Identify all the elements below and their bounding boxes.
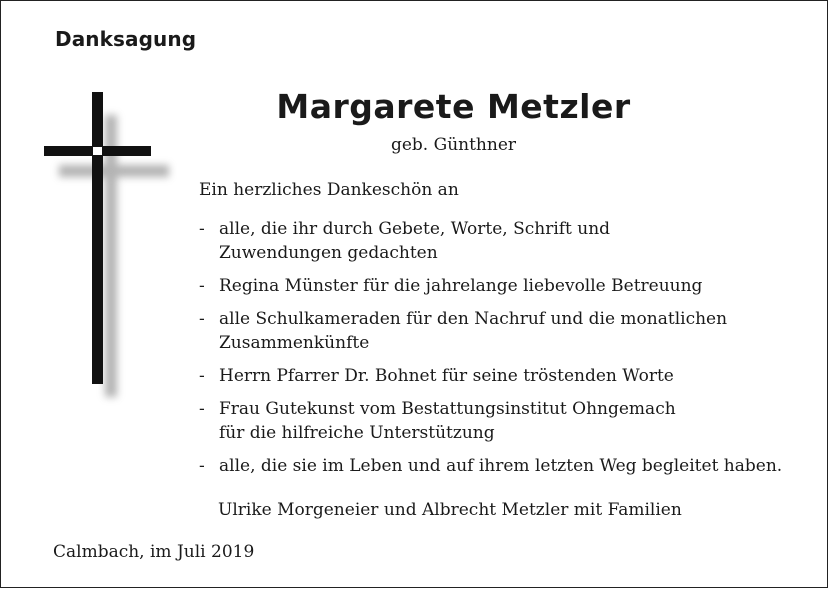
list-item-line: alle, die sie im Leben und auf ihrem letzten Weg begleitet haben. <box>219 456 783 476</box>
bullet-dash: - <box>199 399 205 419</box>
bullet-dash: - <box>199 309 205 329</box>
bullet-dash: - <box>199 456 205 476</box>
heading: Danksagung <box>55 27 197 51</box>
list-item-line: Herrn Pfarrer Dr. Bohnet für seine tröstenden Worte <box>219 366 674 386</box>
place-date: Calmbach, im Juli 2019 <box>53 542 255 562</box>
list-item <box>199 217 782 265</box>
thanks-list <box>199 217 782 487</box>
signature: Ulrike Morgeneier und Albrecht Metzler mit Familien <box>218 500 682 520</box>
list-item-line: Zuwendungen gedachten <box>219 243 438 263</box>
birth-name: geb. Günthner <box>390 135 517 155</box>
intro-text: Ein herzliches Dankeschön an <box>199 180 459 200</box>
bullet-dash: - <box>199 276 205 296</box>
list-item-line: alle, die ihr durch Gebete, Worte, Schrift und <box>219 219 611 239</box>
list-item-line: alle Schulkameraden für den Nachruf und die monatlichen <box>219 309 728 329</box>
list-item-line: für die hilfreiche Unterstützung <box>219 423 495 443</box>
list-item <box>199 274 782 298</box>
list-item <box>199 364 782 388</box>
list-item-line: Regina Münster für die jahrelange liebevolle Betreuung <box>219 276 703 296</box>
list-item <box>199 454 782 478</box>
bullet-dash: - <box>199 366 205 386</box>
list-item-line: Zusammenkünfte <box>219 333 370 353</box>
bullet-dash: - <box>199 219 205 239</box>
list-item <box>199 307 782 355</box>
list-item <box>199 397 782 445</box>
deceased-name: Margarete Metzler <box>276 87 631 126</box>
cross-shadow <box>59 115 169 397</box>
list-item-line: Frau Gutekunst vom Bestattungsinstitut Ohngemach <box>219 399 676 419</box>
